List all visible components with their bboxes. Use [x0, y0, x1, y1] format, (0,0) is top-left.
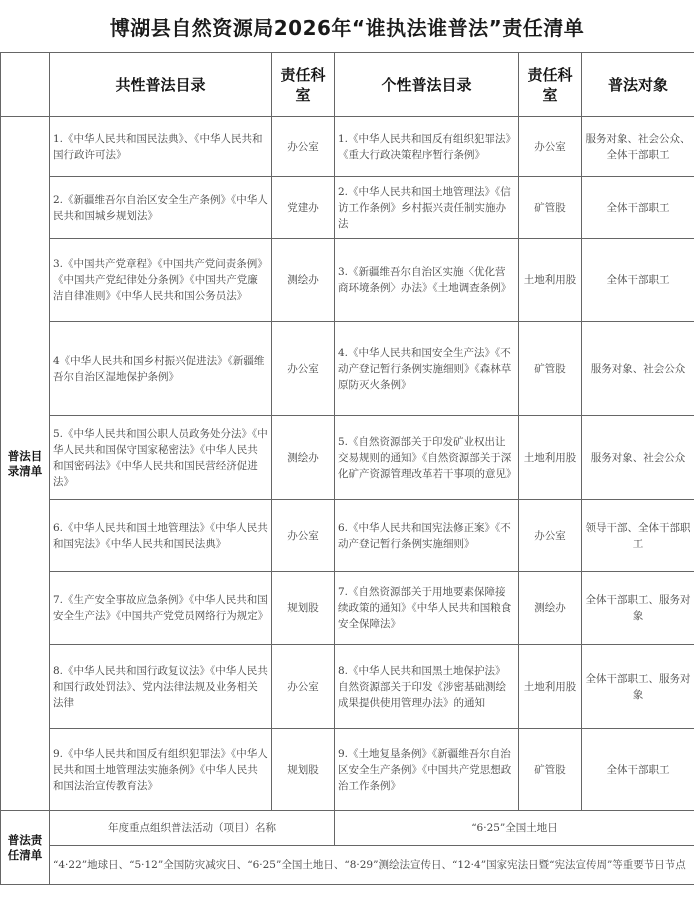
common-catalog-cell: 9.《中华人民共和国反有组织犯罪法》《中华人民共和国土地管理法实施条例》《中华人民共和国法治宣传教育法》	[50, 729, 272, 811]
common-catalog-cell: 7.《生产安全事故应急条例》《中华人民共和国安全生产法》《中国共产党党员网络行为规定》	[50, 572, 272, 645]
holidays-text: “4·22”地球日、“5·12”全国防灾减灾日、“6·25”全国土地日、“8·29”测绘法宣传日、“12·4”国家宪法日暨“宪法宣传周”等重要节日节点	[50, 846, 694, 885]
personal-catalog-cell: 5.《自然资源部关于印发矿业权出让交易规则的通知》《自然资源部关于深化矿产资源管理改革若干事项的意见》	[335, 416, 519, 500]
personal-catalog-cell: 3.《新疆维吾尔自治区实施〈优化营商环境条例〉办法》《土地调查条例》	[335, 239, 519, 322]
common-catalog-cell: 8.《中华人民共和国行政复议法》《中华人民共和国行政处罚法》、党内法律法规及业务相关法律	[50, 645, 272, 729]
common-catalog-cell: 4《中华人民共和国乡村振兴促进法》《新疆维吾尔自治区湿地保护条例》	[50, 322, 272, 416]
table-row	[1, 500, 694, 572]
responsible-dept-cell: 土地利用股	[519, 645, 582, 729]
responsible-dept-cell: 土地利用股	[519, 239, 582, 322]
header-responsible-dept-1: 责任科室	[272, 53, 335, 117]
target-audience-cell: 全体干部职工、服务对象	[582, 645, 694, 729]
target-audience-cell: 领导干部、全体干部职工	[582, 500, 694, 572]
responsible-dept-cell: 办公室	[272, 500, 335, 572]
target-audience-cell: 服务对象、社会公众、全体干部职工	[582, 117, 694, 177]
table-row	[1, 416, 694, 500]
common-catalog-cell: 3.《中国共产党章程》《中国共产党问责条例》《中国共产党纪律处分条例》《中国共产党廉洁自律准则》《中华人民共和国公务员法》	[50, 239, 272, 322]
header-corner	[1, 53, 50, 117]
holidays-row	[1, 846, 694, 885]
responsible-dept-cell: 测绘办	[272, 239, 335, 322]
personal-catalog-cell: 6.《中华人民共和国宪法修正案》《不动产登记暂行条例实施细则》	[335, 500, 519, 572]
activity-value: “6·25”全国土地日	[335, 811, 694, 846]
responsibility-table	[0, 52, 694, 885]
table-row	[1, 645, 694, 729]
responsible-dept-cell: 党建办	[272, 177, 335, 239]
header-row	[1, 53, 694, 117]
target-audience-cell: 服务对象、社会公众	[582, 416, 694, 500]
table-row	[1, 117, 694, 177]
responsible-dept-cell: 规划股	[272, 572, 335, 645]
responsible-dept-cell: 矿管股	[519, 177, 582, 239]
responsible-dept-cell: 土地利用股	[519, 416, 582, 500]
responsible-dept-cell: 办公室	[272, 322, 335, 416]
responsible-dept-cell: 测绘办	[519, 572, 582, 645]
table-row	[1, 177, 694, 239]
responsible-dept-cell: 办公室	[272, 645, 335, 729]
common-catalog-cell: 1.《中华人民共和国民法典》、《中华人民共和国行政许可法》	[50, 117, 272, 177]
target-audience-cell: 服务对象、社会公众	[582, 322, 694, 416]
responsible-dept-cell: 测绘办	[272, 416, 335, 500]
personal-catalog-cell: 9.《土地复垦条例》《新疆维吾尔自治区安全生产条例》《中国共产党思想政治工作条例》	[335, 729, 519, 811]
personal-catalog-cell: 8.《中华人民共和国黑土地保护法》 自然资源部关于印发《涉密基础测绘成果提供使用管理办法》的通知	[335, 645, 519, 729]
responsible-dept-cell: 矿管股	[519, 729, 582, 811]
personal-catalog-cell: 1.《中华人民共和国反有组织犯罪法》《重大行政决策程序暂行条例》	[335, 117, 519, 177]
activity-label: 年度重点组织普法活动（项目）名称	[50, 811, 335, 846]
responsible-dept-cell: 办公室	[519, 500, 582, 572]
personal-catalog-cell: 2.《中华人民共和国土地管理法》《信访工作条例》乡村振兴责任制实施办法	[335, 177, 519, 239]
page-title: 博湖县自然资源局2026年“谁执法谁普法”责任清单	[109, 15, 585, 40]
target-audience-cell: 全体干部职工	[582, 177, 694, 239]
common-catalog-cell: 6.《中华人民共和国土地管理法》《中华人民共和国宪法》《中华人民共和国民法典》	[50, 500, 272, 572]
table-row	[1, 729, 694, 811]
table-row	[1, 322, 694, 416]
personal-catalog-cell: 7.《自然资源部关于用地要素保障接续政策的通知》《中华人民共和国粮食安全保障法》	[335, 572, 519, 645]
responsible-dept-cell: 矿管股	[519, 322, 582, 416]
header-common-catalog: 共性普法目录	[50, 53, 272, 117]
responsible-dept-cell: 规划股	[272, 729, 335, 811]
target-audience-cell: 全体干部职工、服务对象	[582, 572, 694, 645]
target-audience-cell: 全体干部职工	[582, 729, 694, 811]
header-target-audience: 普法对象	[582, 53, 694, 117]
common-catalog-cell: 5.《中华人民共和国公职人员政务处分法》《中华人民共和国保守国家秘密法》《中华人民共和国密码法》《中华人民共和国民营经济促进法》	[50, 416, 272, 500]
responsible-dept-cell: 办公室	[272, 117, 335, 177]
table-row	[1, 572, 694, 645]
personal-catalog-cell: 4.《中华人民共和国安全生产法》《不动产登记暂行条例实施细则》《森林草原防灭火条例》	[335, 322, 519, 416]
section-label-responsibility: 普法责任清单	[1, 811, 50, 885]
header-personal-catalog: 个性普法目录	[335, 53, 519, 117]
common-catalog-cell: 2.《新疆维吾尔自治区安全生产条例》《中华人民共和国城乡规划法》	[50, 177, 272, 239]
header-responsible-dept-2: 责任科室	[519, 53, 582, 117]
table-row	[1, 239, 694, 322]
activity-row	[1, 811, 694, 846]
section-label-catalog: 普法目录清单	[1, 117, 50, 811]
target-audience-cell: 全体干部职工	[582, 239, 694, 322]
responsible-dept-cell: 办公室	[519, 117, 582, 177]
